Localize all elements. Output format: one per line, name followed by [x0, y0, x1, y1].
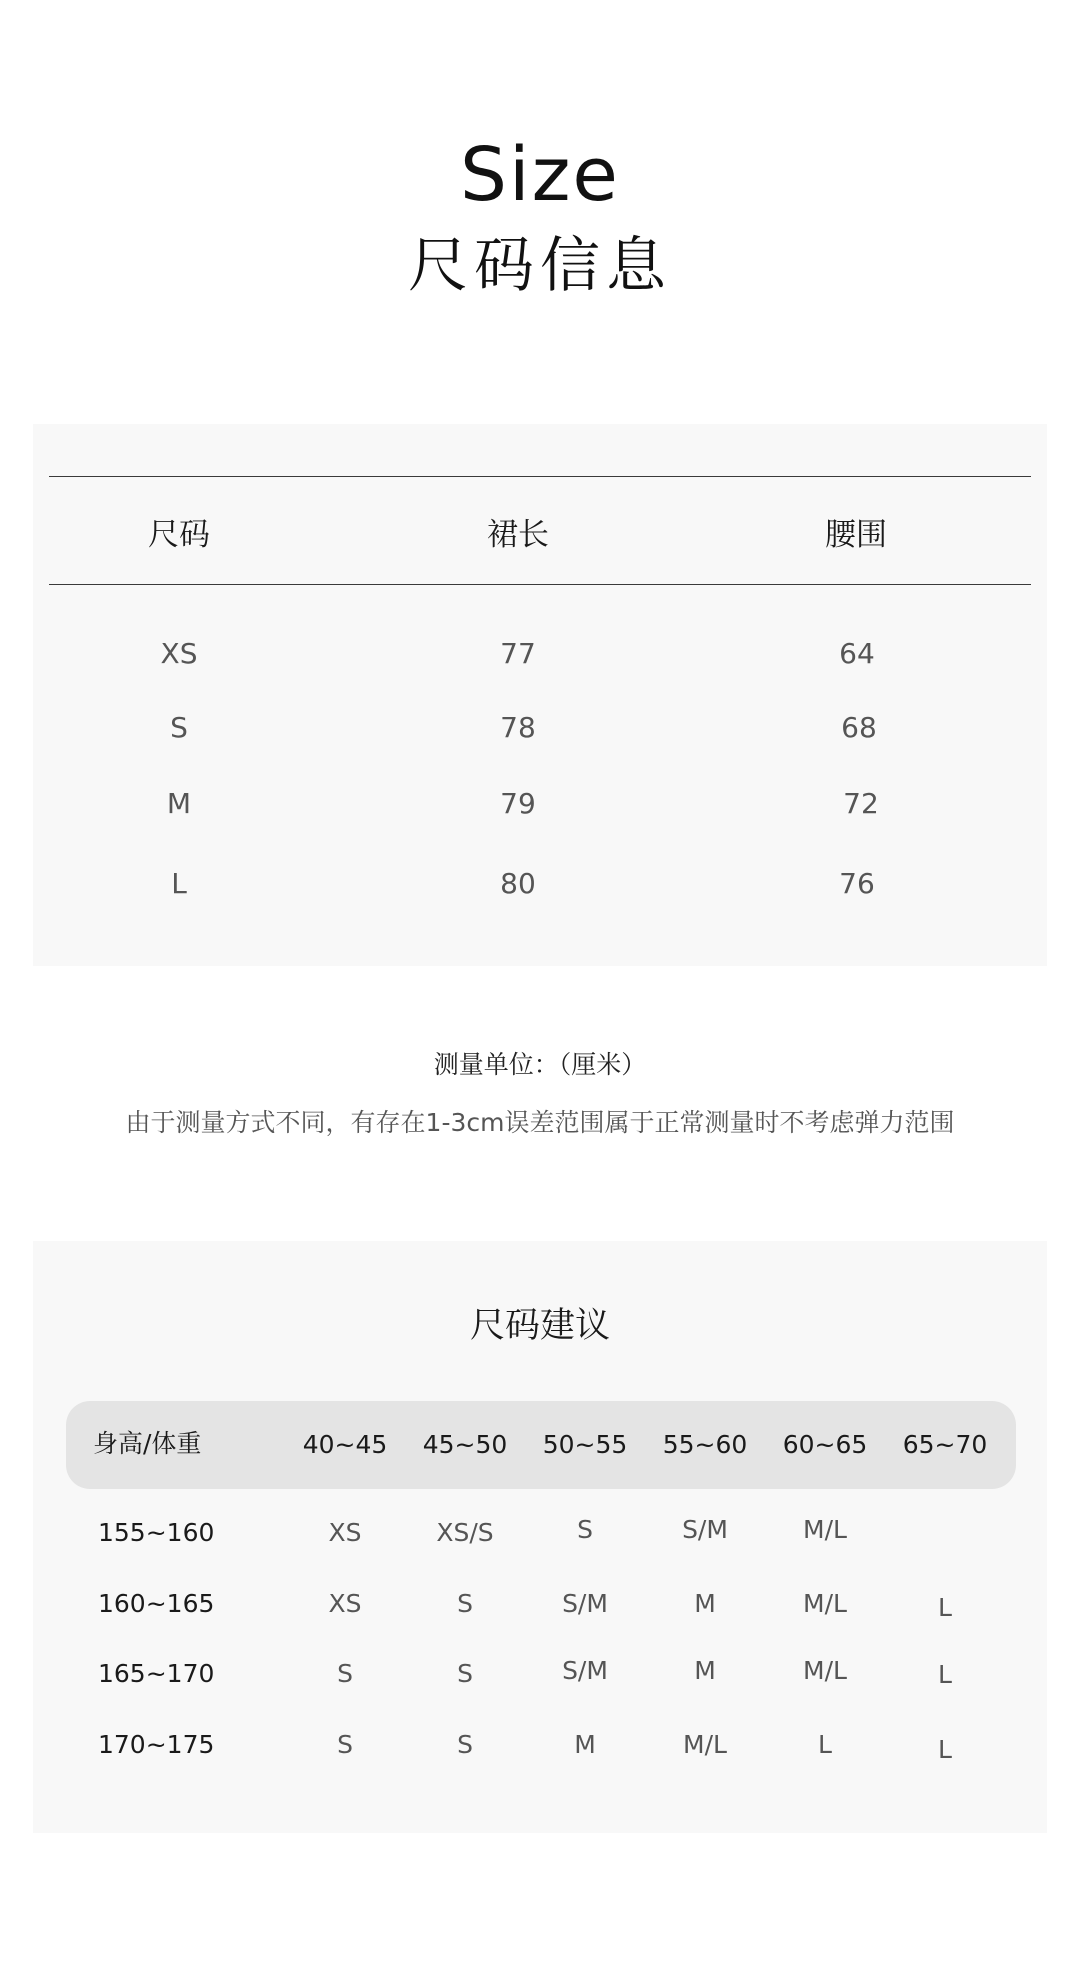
size-suggestion: L — [938, 1593, 952, 1622]
header-height-weight: 身高/体重 — [93, 1429, 202, 1458]
table-header-rule — [49, 584, 1031, 585]
size-suggestion: M — [694, 1656, 716, 1685]
size-suggestion: M — [574, 1730, 596, 1759]
waist-cell: 72 — [843, 787, 879, 820]
size-suggestion: M/L — [803, 1656, 847, 1685]
height-label: 165~170 — [98, 1659, 215, 1688]
size-cell: S — [170, 711, 188, 744]
size-suggestion: S — [457, 1659, 473, 1688]
height-label: 155~160 — [98, 1518, 215, 1547]
height-label: 170~175 — [98, 1730, 215, 1759]
header-weight-50-55: 50~55 — [542, 1430, 628, 1459]
size-suggestion: XS/S — [436, 1518, 494, 1547]
size-cell: XS — [160, 637, 198, 670]
size-suggestion: M/L — [803, 1589, 847, 1618]
size-suggestion: L — [938, 1735, 952, 1764]
size-suggestion: S — [577, 1515, 593, 1544]
size-suggestion: M — [694, 1589, 716, 1618]
size-suggestion: XS — [328, 1589, 362, 1618]
size-cell: L — [171, 867, 187, 900]
header-weight-55-60: 55~60 — [662, 1430, 748, 1459]
measure-tolerance-note: 由于测量方式不同，有存在1-3cm误差范围属于正常测量时不考虑弹力范围 — [125, 1108, 955, 1137]
size-suggestion: M/L — [803, 1515, 847, 1544]
header-weight-40-45: 40~45 — [302, 1430, 388, 1459]
size-suggestion: S/M — [562, 1656, 608, 1685]
size-suggestion: M/L — [683, 1730, 727, 1759]
header-weight-60-65: 60~65 — [782, 1430, 868, 1459]
size-recommendation-panel — [33, 1241, 1047, 1833]
size-suggestion: XS — [328, 1518, 362, 1547]
size-cell: M — [166, 787, 192, 820]
size-suggestion: S/M — [562, 1589, 608, 1618]
title-english: Size — [460, 132, 620, 218]
length-cell: 77 — [500, 637, 536, 670]
size-suggestion: S — [457, 1589, 473, 1618]
length-cell: 78 — [500, 711, 536, 744]
size-suggestion: S — [457, 1730, 473, 1759]
header-waist: 腰围 — [825, 517, 887, 553]
header-weight-65-70: 65~70 — [902, 1430, 988, 1459]
waist-cell: 76 — [839, 867, 875, 900]
waist-cell: 64 — [839, 637, 875, 670]
length-cell: 80 — [500, 867, 536, 900]
size-suggestion: L — [938, 1660, 952, 1689]
size-suggestion: S — [337, 1730, 353, 1759]
title-chinese: 尺码信息 — [408, 231, 672, 301]
table-top-rule — [49, 476, 1031, 477]
recommendation-title: 尺码建议 — [469, 1306, 610, 1346]
length-cell: 79 — [500, 787, 536, 820]
header-weight-45-50: 45~50 — [422, 1430, 508, 1459]
size-suggestion: S/M — [682, 1515, 728, 1544]
size-suggestion: S — [337, 1659, 353, 1688]
measure-unit-note: 测量单位：（厘米） — [433, 1050, 647, 1079]
header-size: 尺码 — [148, 517, 210, 553]
size-table-panel — [33, 424, 1047, 966]
height-label: 160~165 — [98, 1589, 215, 1618]
size-suggestion: L — [818, 1730, 832, 1759]
header-length: 裙长 — [487, 517, 549, 553]
waist-cell: 68 — [841, 711, 877, 744]
